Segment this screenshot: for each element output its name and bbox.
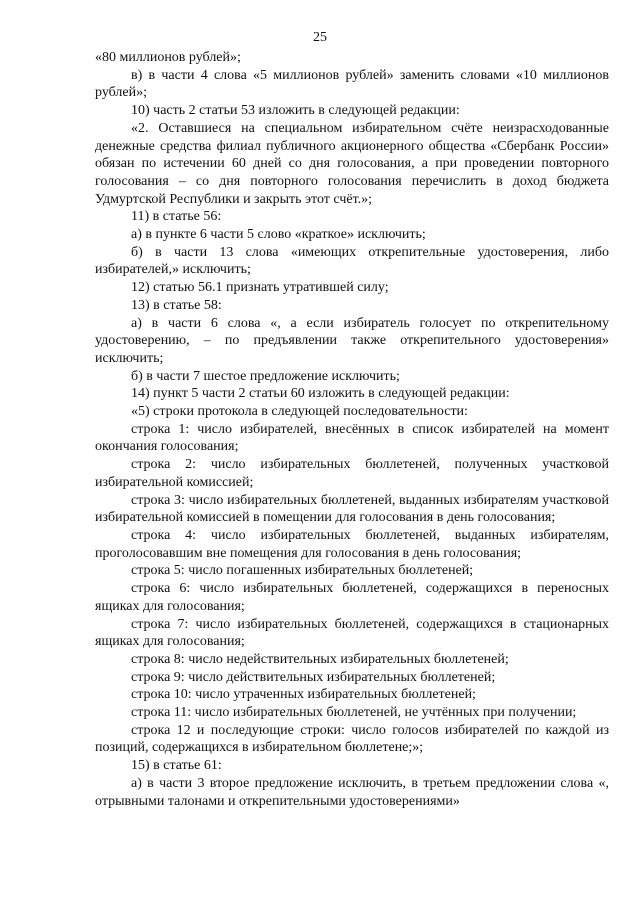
paragraph: 12) статью 56.1 признать утратившей силу;: [131, 280, 389, 296]
paragraph: строка 6: число избирательных бюллетеней, содержащихся в переносных ящиках для голосования;: [95, 581, 609, 614]
paragraph: 13) в статье 58:: [131, 297, 222, 313]
paragraph: а) в пункте 6 части 5 слово «краткое» исключить;: [131, 227, 426, 243]
paragraph: б) в части 7 шестое предложение исключить;: [131, 368, 400, 384]
paragraph: б) в части 13 слова «имеющих открепительные удостоверения, либо избирателей,» исключить;: [95, 244, 609, 278]
paragraph: строка 7: число избирательных бюллетеней, содержащихся в стационарных ящиках для голосования;: [95, 616, 609, 650]
paragraph: в) в части 4 слова «5 миллионов рублей» заменить словами «10 миллионов рублей»;: [95, 67, 609, 101]
paragraph: строка 8: число недействительных избирательных бюллетеней;: [131, 651, 509, 667]
paragraph: строка 11: число избирательных бюллетеней, не учтённых при получении;: [131, 705, 577, 721]
paragraph: 15) в статье 61:: [131, 758, 222, 774]
paragraph: «80 миллионов рублей»;: [95, 50, 241, 65]
paragraph: строка 9: число действительных избирательных бюллетеней;: [131, 669, 496, 685]
paragraph: 11) в статье 56:: [131, 209, 222, 225]
paragraph: 10) часть 2 статьи 53 изложить в следующей редакции:: [131, 103, 460, 119]
paragraph: «2. Оставшиеся на специальном избирательном счёте неизрасходованные денежные средства филиал публичного акционерного общества «Сбербанк России» обязан по истечении 60 дней со дня голосования, а при проведении повторного голосования – со дня повторного голосования перечислить в доход бюджета Удмуртской Республики и закрыть этот счёт.»;: [95, 120, 609, 207]
paragraph: строка 10: число утраченных избирательных бюллетеней;: [131, 687, 476, 703]
paragraph: строка 2: число избирательных бюллетеней, полученных участковой избирательной комиссией;: [95, 457, 609, 490]
paragraph: строка 5: число погашенных избирательных бюллетеней;: [131, 563, 474, 579]
paragraph: строка 1: число избирателей, внесённых в список избирателей на момент окончания голосования;: [95, 421, 609, 455]
paragraph: строка 4: число избирательных бюллетеней, выданных избирателям, проголосовавшим вне помещения для голосования в день голосования;: [95, 527, 609, 561]
paragraph: а) в части 3 второе предложение исключить, в третьем предложении слова «, отрывными талонами и открепительными удостоверениями»: [95, 775, 609, 809]
paragraph: «5) строки протокола в следующей последовательности:: [131, 404, 468, 420]
page-number: 25: [313, 30, 327, 45]
paragraph: строка 12 и последующие строки: число голосов избирателей по каждой из позиций, содержащихся в избирательном бюллетене;»;: [95, 722, 609, 756]
paragraph: а) в части 6 слова «, а если избиратель голосует по открепительному удостоверению, – по предъявлении также открепительного удостоверения» исключить;: [95, 315, 609, 366]
document-body: [95, 49, 609, 810]
paragraph: строка 3: число избирательных бюллетеней, выданных избирателям участковой избирательной комиссией в помещении для голосования в день голосования;: [95, 492, 609, 526]
paragraph: 14) пункт 5 части 2 статьи 60 изложить в следующей редакции:: [131, 386, 510, 402]
